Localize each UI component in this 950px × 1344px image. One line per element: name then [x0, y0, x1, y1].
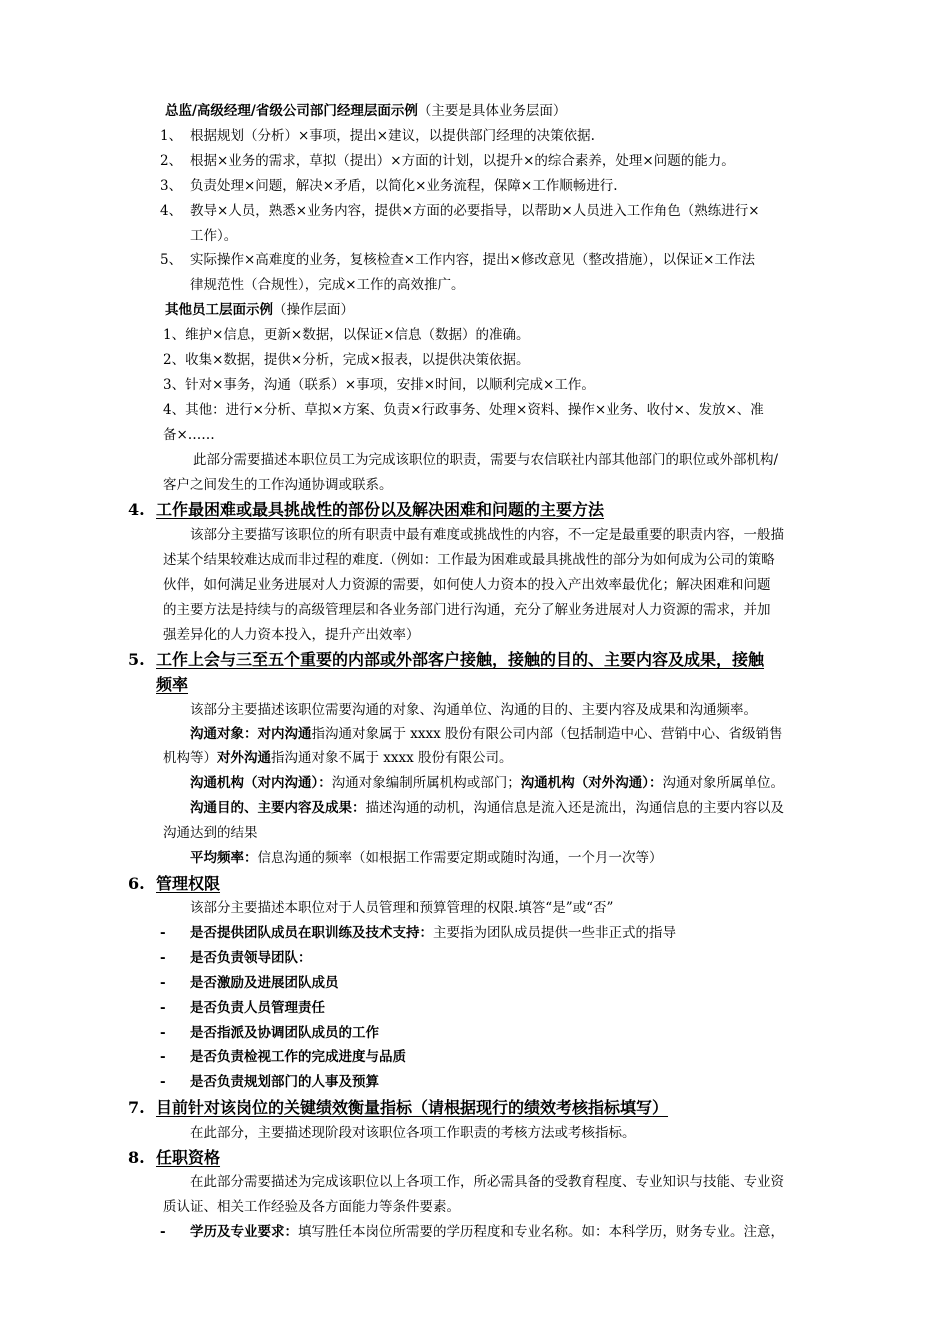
list-item-continuation: 工作）。: [190, 228, 238, 244]
paragraph-line: 在此部分需要描述为完成该职位以上各项工作，所必需具备的受教育程度、专业知识与技能、专业资: [190, 1174, 784, 1190]
list-item: 5、 实际操作×高难度的业务，复核检查×工作内容，提出×修改意见（整改措施），以保证×工作法: [160, 252, 755, 268]
section-heading-4: 4. 工作最困难或最具挑战性的部份以及解决困难和问题的主要方法: [128, 500, 605, 519]
list-item: 1、 根据规划（分析）×事项，提出×建议，以提供部门经理的决策依据.: [160, 128, 595, 144]
comm-target-line: 沟通对象：对内沟通指沟通对象属于 xxxx 股份有限公司内部（包括制造中心、营销中心、省级销售: [190, 726, 783, 742]
comm-goal-line-continuation: 沟通达到的结果: [163, 825, 258, 841]
paragraph-line: 该部分主要描述本职位对于人员管理和预算管理的权限.填答“是”或“否”: [190, 900, 614, 916]
authority-item: - 是否负责人员管理责任: [160, 1000, 325, 1016]
list-item: 2、 根据×业务的需求，草拟（提出）×方面的计划，以提升×的综合素养，处理×问题的能力。: [160, 153, 735, 169]
subheading-note: （主要是具体业务层面）: [417, 103, 567, 119]
section-heading-7: 7. 目前针对该岗位的关键绩效衡量指标（请根据现行的绩效考核指标填写）: [128, 1098, 669, 1117]
comm-goal-line: 沟通目的、主要内容及成果：描述沟通的动机，沟通信息是流入还是流出，沟通信息的主要内容以及: [190, 800, 784, 816]
authority-item: - 是否负责领导团队：: [160, 950, 312, 966]
paragraph-line: 该部分主要描写该职位的所有职责中最有难度或挑战性的内容，不一定是最重要的职责内容，一般描: [190, 527, 784, 543]
authority-item: - 是否指派及协调团队成员的工作: [160, 1025, 379, 1041]
list-item: 4、其他：进行×分析、草拟×方案、负责×行政事务、处理×资料、操作×业务、收付×、发放×、准: [163, 402, 764, 418]
subheading-senior-level: [165, 101, 566, 121]
comm-frequency-line: 平均频率：信息沟通的频率（如根据工作需要定期或随时沟通，一个月一次等）: [190, 850, 663, 866]
list-item: 4、 教导×人员，熟悉×业务内容，提供×方面的必要指导，以帮助×人员进入工作角色（熟练进行×: [160, 203, 760, 219]
subheading-note: （操作层面）: [273, 302, 354, 318]
authority-item: - 是否负责规划部门的人事及预算: [160, 1074, 379, 1090]
paragraph-line: 该部分主要描述该职位需要沟通的对象、沟通单位、沟通的目的、主要内容及成果和沟通频率。: [190, 702, 757, 718]
paragraph-line: 伙伴，如何满足业务进展对人力资源的需要，如何使人力资本的投入产出效率最优化；解决困难和问题: [163, 577, 771, 593]
section-heading-5-continuation: 频率: [156, 675, 189, 694]
paragraph-line: 强差异化的人力资本投入，提升产出效率）: [163, 627, 420, 643]
paragraph-line: 质认证、相关工作经验及各方面能力等条件要素。: [163, 1199, 460, 1215]
paragraph-line: 客户之间发生的工作沟通协调或联系。: [163, 477, 393, 493]
subheading-staff-level: [165, 300, 354, 320]
subheading-bold: 其他员工层面示例: [165, 302, 273, 318]
paragraph-line: 此部分需要描述本职位员工为完成该职位的职责，需要与农信联社内部其他部门的职位或外部机构/: [193, 452, 779, 468]
list-item: 3、 负责处理×问题，解决×矛盾，以简化×业务流程，保障×工作顺畅进行.: [160, 178, 618, 194]
section-heading-8: 8. 任职资格: [128, 1148, 221, 1167]
list-item: 3、针对×事务，沟通（联系）×事项，安排×时间，以顺利完成×工作。: [163, 377, 595, 393]
authority-item: - 是否提供团队成员在职训练及技术支持：主要指为团队成员提供一些非正式的指导: [160, 925, 676, 941]
section-heading-5: 5. 工作上会与三至五个重要的内部或外部客户接触，接触的目的、主要内容及成果，接触: [128, 650, 765, 669]
paragraph-line: 在此部分，主要描述现阶段对该职位各项工作职责的考核方法或考核指标。: [190, 1125, 636, 1141]
subheading-bold: 总监/高级经理/省级公司部门经理层面示例: [165, 103, 418, 119]
qualification-item: - 学历及专业要求：填写胜任本岗位所需要的学历程度和专业名称。如：本科学历，财务专业。注意，: [160, 1224, 784, 1240]
comm-target-line-continuation: 机构等）对外沟通指沟通对象不属于 xxxx 股份有限公司。: [163, 750, 513, 766]
list-item-continuation: 律规范性（合规性），完成×工作的高效推广。: [190, 277, 465, 293]
authority-item: - 是否负责检视工作的完成进度与品质: [160, 1049, 406, 1065]
section-heading-6: 6. 管理权限: [128, 874, 221, 893]
comm-org-line: 沟通机构（对内沟通）：沟通对象编制所属机构或部门；沟通机构（对外沟通）：沟通对象所属单位。: [190, 775, 784, 791]
paragraph-line: 的主要方法是持续与的高级管理层和各业务部门进行沟通，充分了解业务进展对人力资源的需求，并加: [163, 602, 771, 618]
list-item-continuation: 备×……: [163, 427, 215, 443]
paragraph-line: 述某个结果较难达成而非过程的难度.（例如：工作最为困难或最具挑战性的部分为如何成为公司的策略: [163, 552, 775, 568]
list-item: 1、维护×信息，更新×数据，以保证×信息（数据）的准确。: [163, 327, 530, 343]
authority-item: - 是否激励及进展团队成员: [160, 975, 339, 991]
list-item: 2、收集×数据，提供×分析，完成×报表，以提供决策依据。: [163, 352, 530, 368]
